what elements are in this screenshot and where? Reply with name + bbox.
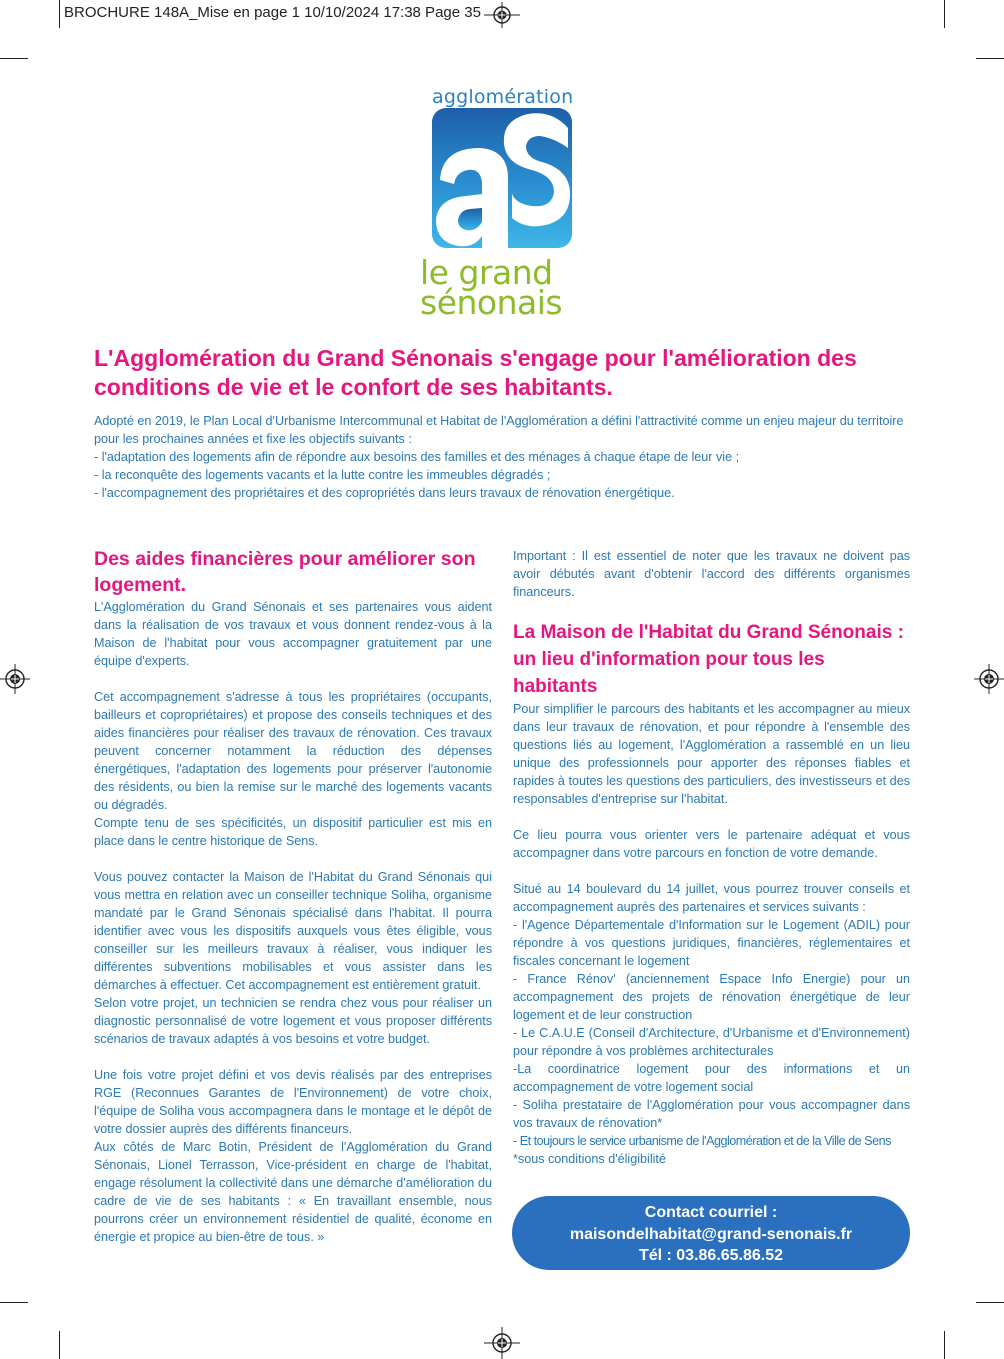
paragraph: Situé au 14 boulevard du 14 juillet, vous pourrez trouver conseils et accompagnement auprès des partenaires et services suivants : [513, 882, 910, 914]
intro-paragraph: Adopté en 2019, le Plan Local d'Urbanisme Intercommunal et Habitat de l'Agglomération a défini l'attractivité comme un enjeu majeur du territoire pour les prochaines années et fixe les objectifs suivants : [94, 414, 904, 446]
intro-list-item: - l'adaptation des logements afin de répondre aux besoins des familles et des ménages à chaque étape de leur vie ; [94, 450, 740, 464]
crop-mark [0, 1302, 28, 1303]
paragraph: Aux côtés de Marc Botin, Président de l'Agglomération du Grand Sénonais, Lionel Terrasson, Vice-président en charge de l'habitat, engage résolument la collectivité dans une démarche d'amélioration du cadre de vie de ses habitants : « En travaillant ensemble, nous pourrons créer un environnement résidentiel de qualité, économe en énergie et propice au bien-être de tous. » [94, 1140, 492, 1244]
crop-mark [59, 1331, 60, 1359]
logo-bottom-text: le grand [420, 253, 553, 292]
contact-box [512, 1196, 910, 1270]
paragraph: Vous pouvez contacter la Maison de l'Habitat du Grand Sénonais qui vous mettra en relation avec un conseiller technique Soliha, organisme mandaté par le Grand Sénonais spécialisé dans l'habitat. Il pourra identifier avec vous les dispositifs auxquels vous êtes éligible, vous conseiller sur les meilleurs travaux à réaliser, vous indiquer les différentes subventions mobilisables et vous assister dans les démarches à effectuer. Cet accompagnement est entièrement gratuit. [94, 870, 492, 992]
crop-mark [976, 58, 1004, 59]
contact-phone: Tél : 03.86.65.86.52 [638, 1247, 784, 1264]
logo-top-text: agglomération [432, 86, 574, 108]
crop-mark [944, 1331, 945, 1359]
logo-bottom-text: sénonais [420, 283, 563, 322]
section-heading: La Maison de l'Habitat du Grand Sénonais : un lieu d'information pour tous les habitants [513, 622, 904, 697]
paragraph: Cet accompagnement s'adresse à tous les propriétaires (occupants, bailleurs et copropriétaires) et propose des conseils techniques et des aides financières pour réaliser des travaux de rénovation. Ces travaux peuvent concerner notamment la réduction des dépenses énergétiques, l'adaptation des logements pour préserver l'autonomie des résidents, ou bien la remise sur le marché des logements vacants ou dégradés. [94, 690, 492, 812]
crop-mark [976, 1302, 1004, 1303]
crop-mark [944, 0, 945, 28]
left-column [94, 546, 492, 1246]
registration-mark-icon [484, 2, 520, 28]
paragraph: L'Agglomération du Grand Sénonais et ses partenaires vous aident dans la réalisation de vos travaux et vous donnent rendez-vous à la Maison de l'habitat pour vous accompagner gratuitement par une équipe d'experts. [94, 600, 492, 668]
registration-mark-icon [0, 664, 30, 694]
partner-list-item: - Le C.A.U.E (Conseil d'Architecture, d'Urbanisme et d'Environnement) pour répondre à vos problèmes architecturales [513, 1026, 910, 1058]
registration-mark-icon [974, 664, 1004, 694]
partner-list-item: -La coordinatrice logement pour des informations et un accompagnement de votre logement social [513, 1062, 910, 1094]
partner-list-item: - Soliha prestataire de l'Agglomération pour vous accompagner dans vos travaux de rénovation* [513, 1098, 910, 1130]
partner-list-item: - l'Agence Départementale d'Information sur le Logement (ADIL) pour répondre à vos questions juridiques, financières, réglementaires et fiscales concernant le logement [513, 918, 910, 968]
paragraph: Ce lieu pourra vous orienter vers le partenaire adéquat et vous accompagner dans votre parcours en fonction de votre demande. [513, 828, 910, 860]
contact-label: Contact courriel : [644, 1204, 778, 1221]
important-note: Important : Il est essentiel de noter que les travaux ne doivent pas avoir débutés avant d'obtenir l'accord des différents organismes financeurs. [513, 549, 910, 599]
registration-mark-icon [484, 1327, 520, 1359]
section-heading: Des aides financières pour améliorer son logement. [94, 548, 476, 596]
paragraph: Une fois votre projet défini et vos devis réalisés par des entreprises RGE (Reconnues Garantes de l'Environnement) de votre choix, l'équipe de Soliha vous accompagnera dans le montage et le dépôt de votre dossier auprès des différents financeurs. [94, 1068, 492, 1136]
paragraph: Compte tenu de ses spécificités, un dispositif particulier est mis en place dans le centre historique de Sens. [94, 816, 492, 848]
page-title: L'Agglomération du Grand Sénonais s'engage pour l'amélioration des conditions de vie et le confort de ses habitants. [94, 345, 857, 400]
paragraph: Pour simplifier le parcours des habitants et les accompagner au mieux dans leur travaux de rénovation, et pour répondre à l'ensemble des questions liés au logement, l'Agglomération a rassemblé en un lieu unique des professionnels pour apporter des réponses fiables et rapides à toutes les questions des particuliers, des investisseurs et des responsables d'entreprise sur l'habitat. [513, 702, 910, 806]
contact-email-link[interactable]: maisondelhabitat@grand-senonais.fr [569, 1225, 853, 1243]
right-column [513, 547, 910, 1168]
logo-as-mark-icon [432, 108, 572, 248]
intro-block [94, 412, 914, 502]
paragraph: Selon votre projet, un technicien se rendra chez vous pour réaliser un diagnostic personnalisé de votre logement et vous proposer différents scénarios de travaux adaptés à vos besoins et votre budget. [94, 996, 492, 1046]
print-slug: BROCHURE 148A_Mise en page 1 10/10/2024 17:38 Page 35 [64, 4, 481, 21]
crop-mark [0, 58, 28, 59]
logo [420, 86, 585, 326]
intro-list-item: - l'accompagnement des propriétaires et des copropriétés dans leurs travaux de rénovation énergétique. [94, 486, 675, 500]
intro-list-item: - la reconquête des logements vacants et la lutte contre les immeubles dégradés ; [94, 468, 551, 482]
footnote: *sous conditions d'éligibilité [513, 1152, 666, 1166]
crop-mark [59, 0, 60, 28]
partner-list-item: - Et toujours le service urbanisme de l'Agglomération et de la Ville de Sens [513, 1134, 891, 1148]
partner-list-item: - France Rénov' (anciennement Espace Info Energie) pour un accompagnement des projets de rénovation énergétique de leur logement et de leur construction [513, 972, 910, 1022]
